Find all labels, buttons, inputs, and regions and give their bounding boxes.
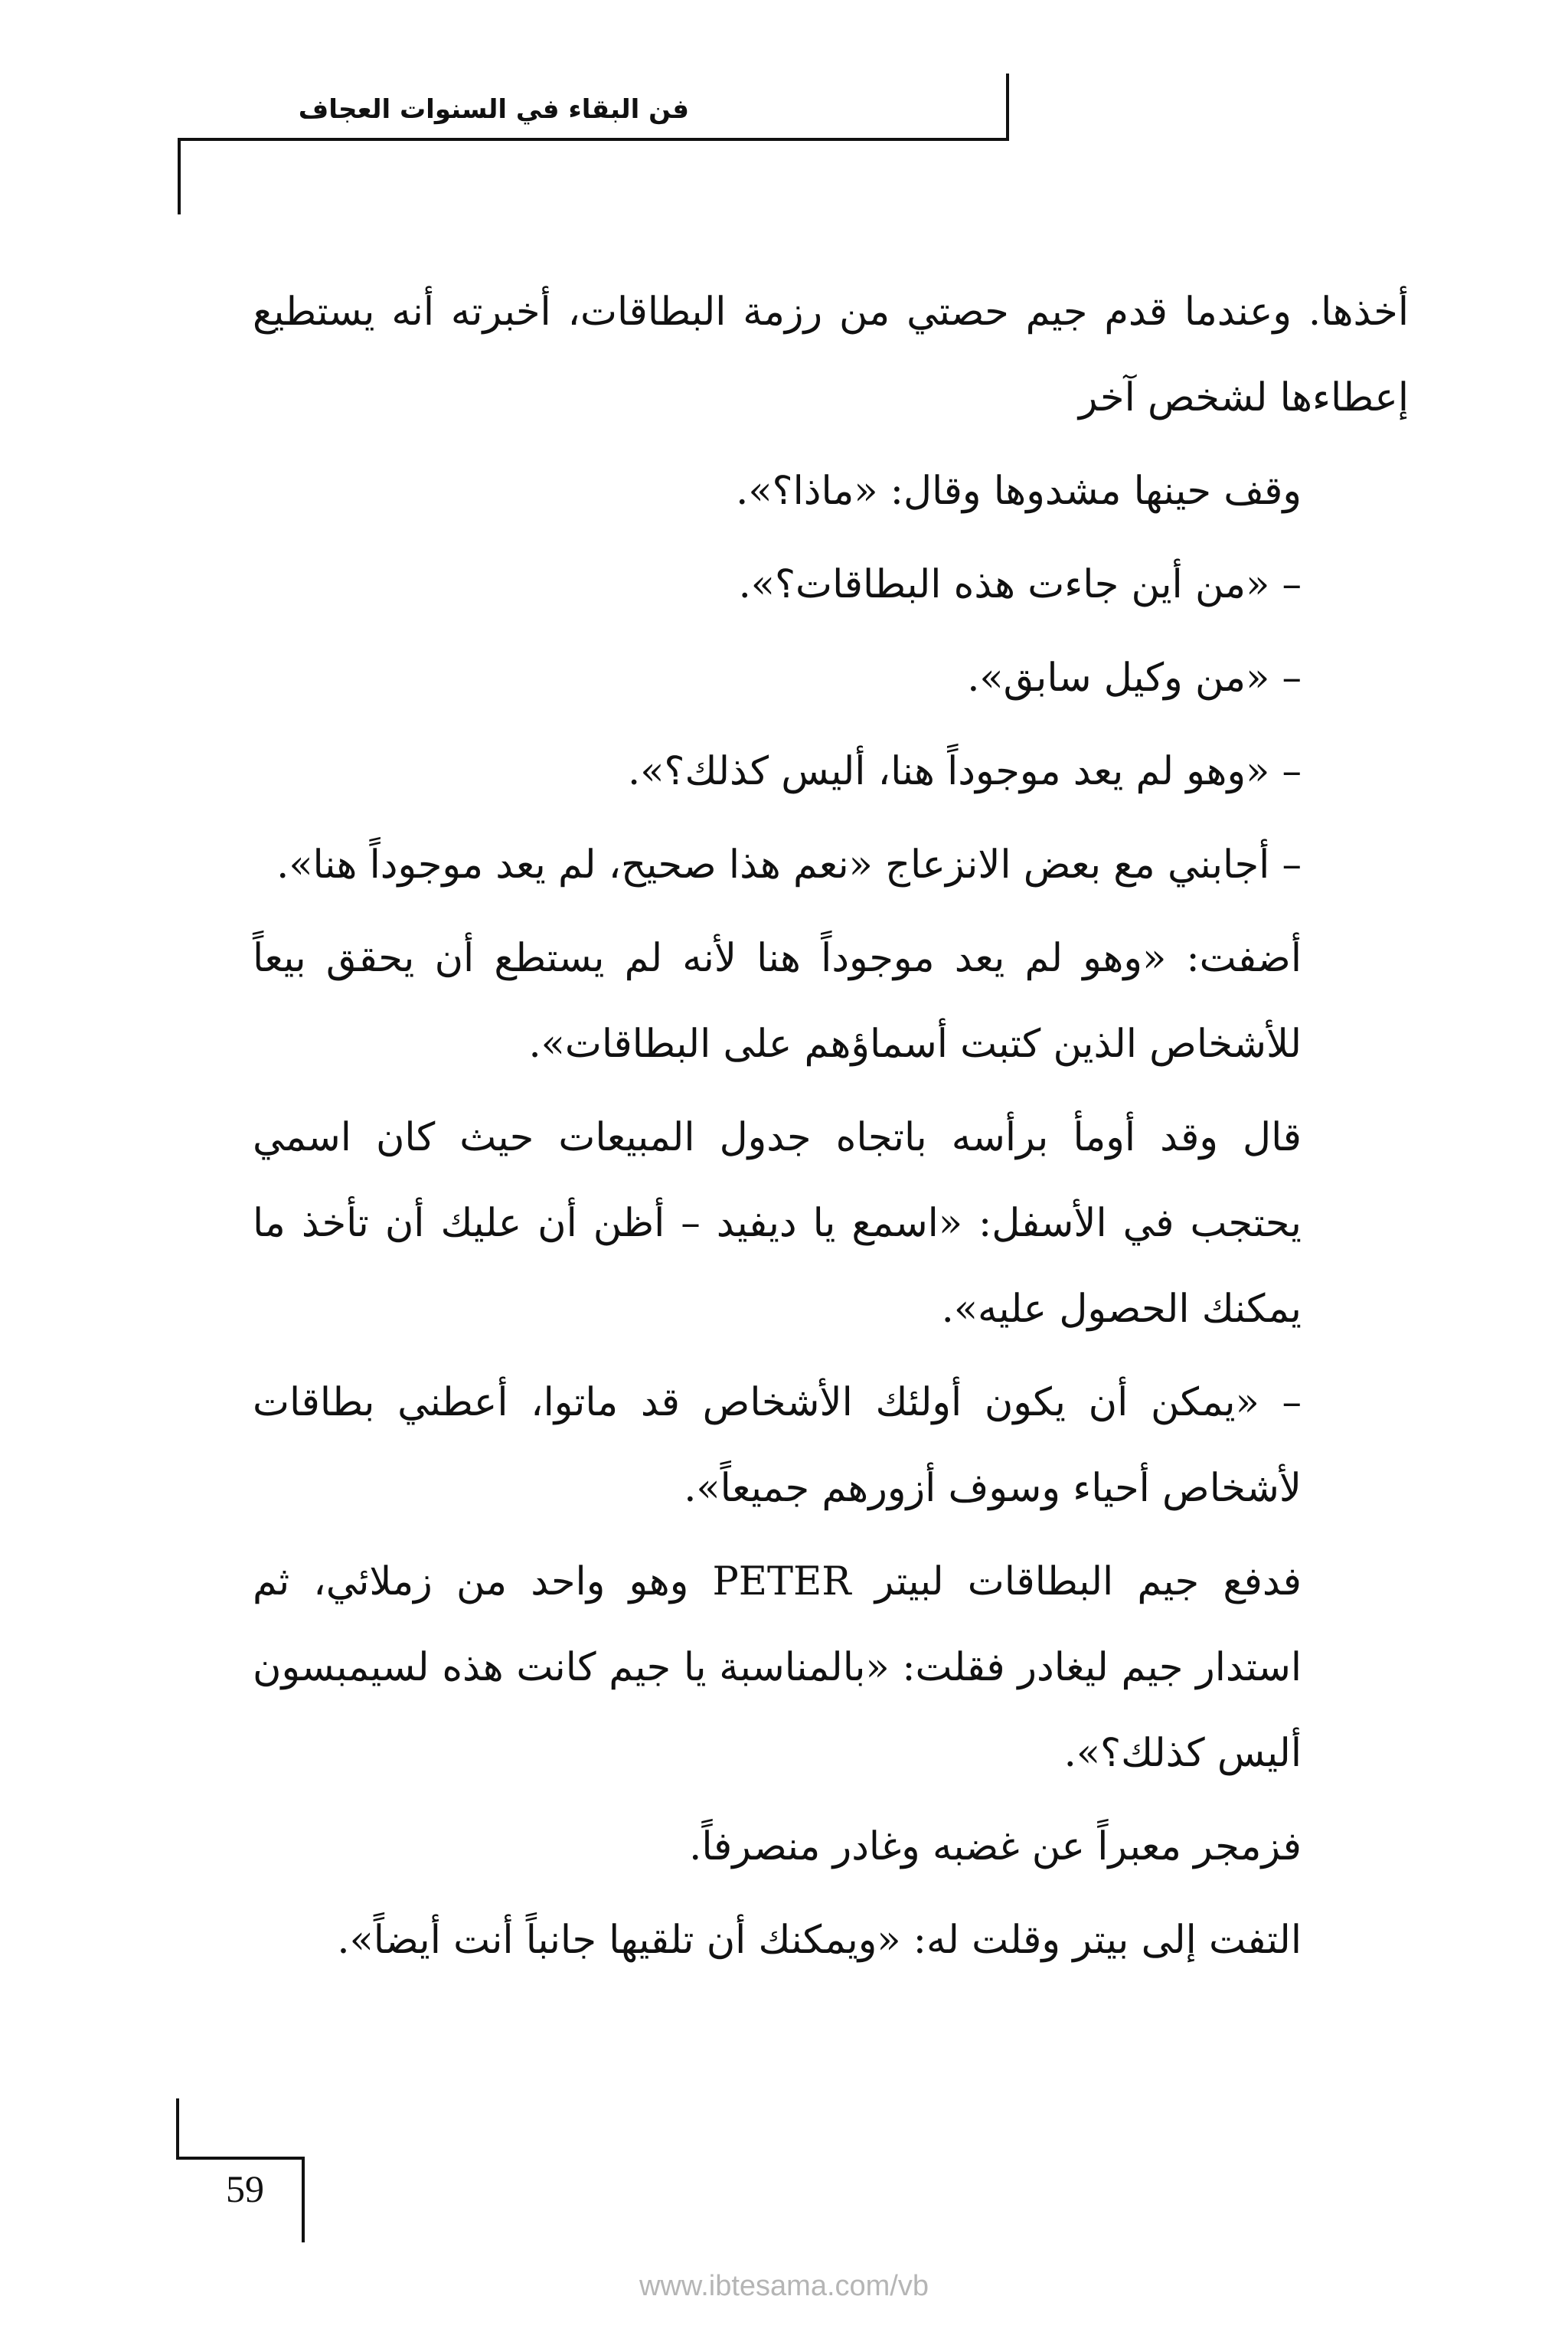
page-number: 59 <box>226 2167 264 2210</box>
paragraph-3: أضفت: «وهو لم يعد موجوداً هنا لأنه لم يستطع أن يحقق بيعاً للأشخاص الذين كتبت أسماؤهم على البطاقات». <box>253 936 1302 1067</box>
dialogue-line-1: – «من أين جاءت هذه البطاقات؟». <box>738 562 1302 607</box>
dialogue-line-4: – أجابني مع بعض الانزعاج «نعم هذا صحيح، لم يعد موجوداً هنا». <box>276 842 1302 888</box>
footer-left-rule <box>176 2098 179 2160</box>
dialogue-line-2: – «من وكيل سابق». <box>967 656 1302 701</box>
paragraph-2: وقف حينها مشدوها وقال: «ماذا؟». <box>736 469 1302 514</box>
footer-rule <box>176 2157 305 2160</box>
watermark-url: www.ibtesama.com/vb <box>639 2270 929 2302</box>
paragraph-6: فزمجر معبراً عن غضبه وغادر منصرفاً. <box>689 1824 1302 1869</box>
paragraph-1: أخذها. وعندما قدم جيم حصتي من رزمة البطاقات، أخبرته أنه يستطيع إعطاءها لشخص آخر <box>253 289 1409 420</box>
running-header-title: فن البقاء في السنوات العجاف <box>298 94 689 125</box>
dialogue-line-3: – «وهو لم يعد موجوداً هنا، أليس كذلك؟». <box>628 749 1302 794</box>
header-right-rule <box>1006 74 1009 141</box>
header-left-rule <box>178 138 181 214</box>
footer-right-rule <box>302 2157 305 2242</box>
paragraph-7: التفت إلى بيتر وقلت له: «ويمكنك أن تلقيها جانباً أنت أيضاً». <box>337 1918 1302 1963</box>
page-body <box>253 270 1409 1991</box>
paragraph-4: قال وقد أومأ برأسه باتجاه جدول المبيعات حيث كان اسمي يحتجب في الأسفل: «اسمع يا ديفيد – أظن أن عليك أن تأخذ ما يمكنك الحصول عليه». <box>253 1115 1302 1332</box>
dialogue-line-5: – «يمكن أن يكون أولئك الأشخاص قد ماتوا، أعطني بطاقات لأشخاص أحياء وسوف أزورهم جميعاً». <box>253 1380 1302 1511</box>
paragraph-5: فدفع جيم البطاقات لبيتر PETER وهو واحد من زملائي، ثم استدار جيم ليغادر فقلت: «بالمناسبة يا جيم كانت هذه لسيمبسون أليس كذلك؟». <box>253 1559 1302 1776</box>
header-rule <box>178 138 1009 141</box>
